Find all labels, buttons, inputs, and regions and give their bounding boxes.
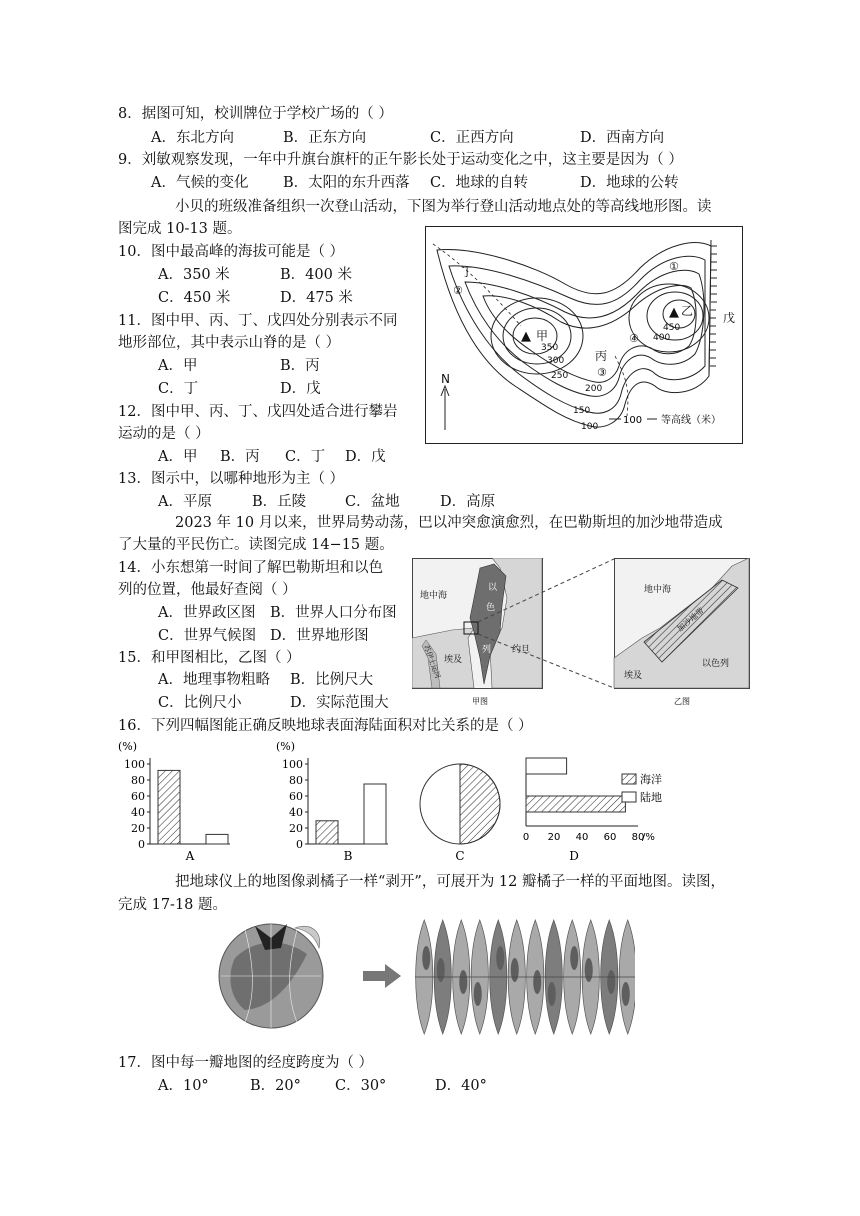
q10-stem: 10．图中最高峰的海拔可能是（ ） — [118, 244, 345, 260]
chart-A-bar-陆地 — [206, 834, 228, 844]
globe-icon — [219, 924, 323, 1028]
q8-option-d: D．西南方向 — [580, 130, 665, 146]
arrow-icon — [363, 964, 401, 988]
yi-egypt-label: 埃及 — [624, 671, 643, 681]
q14-stem-line1: 14．小东想第一时间了解巴勒斯坦和以色 — [118, 560, 383, 576]
jia-label: 甲 — [536, 329, 549, 343]
elev-450: 450 — [663, 323, 681, 333]
yi-gaza-label: 加沙地带 — [675, 606, 706, 634]
chart-A-tick-label: 20 — [131, 822, 145, 835]
q17-option-a: A．10° — [158, 1078, 209, 1094]
chart-D-bar-陆地 — [526, 758, 567, 774]
q10-option-d: D．475 米 — [280, 290, 353, 306]
gore-land-patch — [422, 946, 430, 970]
q8-option-c: C．正西方向 — [430, 130, 514, 146]
north-label: N — [441, 372, 450, 386]
q16-stem: 16．下列四幅图能正确反映地球表面海陆面积对比关系的是（ ） — [118, 718, 533, 734]
q12-stem-line2: 运动的是（ ） — [118, 426, 210, 442]
q15-stem: 15．和甲图相比，乙图（ ） — [118, 650, 301, 666]
jia-suez-label: 苏伊士运河 — [422, 643, 442, 680]
chart-B-tick-label: 20 — [289, 822, 303, 835]
elev-400: 400 — [653, 333, 671, 343]
elev-200: 200 — [585, 384, 603, 394]
chart-A-tick-label: 60 — [131, 790, 145, 803]
elev-300: 300 — [547, 356, 565, 366]
q11-option-d: D．戊 — [280, 381, 321, 397]
chart-B-tick-label: 100 — [282, 758, 303, 771]
wu-label: 戊 — [723, 311, 736, 325]
gore-land-patch — [437, 958, 445, 982]
chart-A-caption: A — [185, 849, 195, 863]
marker-1: ① — [669, 260, 679, 273]
chart-B-bar-海洋 — [316, 821, 338, 844]
elev-250: 250 — [551, 371, 569, 381]
gore-land-patch — [570, 946, 578, 970]
intro-17-18-line2: 完成 17-18 题。 — [118, 897, 228, 913]
jia-israel-label-2: 色 — [486, 603, 496, 613]
q15-option-b: B．比例尺大 — [290, 672, 374, 688]
q12-stem-line1: 12．图中甲、丙、丁、戊四处适合进行攀岩 — [118, 404, 398, 420]
chart-C-slice-海洋 — [460, 764, 500, 844]
q17-stem: 17．图中每一瓣地图的经度跨度为（ ） — [118, 1055, 374, 1071]
caption-jia: 甲图 — [472, 697, 488, 706]
legend-text: 等高线（米） — [661, 415, 721, 426]
q15-option-d: D．实际范围大 — [290, 695, 389, 711]
gore-land-patch — [459, 970, 467, 994]
chart-B-tick-label: 0 — [296, 838, 303, 851]
q11-option-b: B．丙 — [280, 358, 320, 374]
chart-B-tick-label: 40 — [289, 806, 303, 819]
q8-option-b: B．正东方向 — [283, 130, 367, 146]
q10-option-a: A．350 米 — [158, 267, 230, 283]
chart-D-tick-label: 40 — [575, 832, 589, 843]
gore-land-patch — [607, 970, 615, 994]
gore-land-patch — [585, 958, 593, 982]
gore-land-patch — [533, 970, 541, 994]
peak-jia-icon: ▲ — [521, 329, 531, 344]
q9-option-c: C．地球的自转 — [430, 175, 529, 191]
gore-land-patch — [511, 958, 519, 982]
q11-option-c: C．丁 — [158, 381, 199, 397]
q12-option-a: A．甲 — [158, 449, 198, 465]
chart-A-tick-label: 40 — [131, 806, 145, 819]
gore-map — [415, 920, 635, 1034]
yi-israel-label: 以色列 — [702, 659, 730, 669]
intro-10-13-line1: 小贝的班级准备组织一次登山活动，下图为举行登山活动地点处的等高线地形图。读 — [175, 199, 712, 215]
caption-yi: 乙图 — [674, 697, 690, 706]
legend-value: 100 — [623, 415, 643, 426]
contour-map — [425, 226, 743, 444]
chart-D-legend-land: 陆地 — [640, 791, 662, 804]
intro-17-18-line1: 把地球仪上的地图像剥橘子一样“剥开”，可展开为 12 瓣橘子一样的平面地图。读图， — [175, 874, 725, 890]
chart-B-bar-陆地 — [364, 784, 386, 844]
jia-sea-label: 地中海 — [420, 591, 448, 601]
chart-D-tick-label: 80 — [631, 832, 645, 843]
chart-A-tick-label: 80 — [131, 774, 145, 787]
bing-label: 丙 — [595, 349, 608, 363]
chart-D-caption: D — [569, 849, 579, 863]
q8-option-a: A．东北方向 — [151, 130, 234, 146]
q11-stem-line1: 11．图中甲、丙、丁、戊四处分别表示不同 — [118, 313, 398, 329]
q13-stem: 13．图示中，以哪种地形为主（ ） — [118, 471, 345, 487]
intro-10-13-line2: 图完成 10-13 题。 — [118, 221, 242, 237]
marker-2: ② — [453, 284, 463, 297]
chart-A-bar-海洋 — [158, 770, 180, 844]
map-jia — [412, 558, 543, 689]
q11-option-a: A．甲 — [158, 358, 198, 374]
jia-egypt-label: 埃及 — [444, 655, 463, 665]
chart-D-tick-label: 20 — [547, 832, 561, 843]
q14-option-a: A．世界政区图 — [158, 605, 256, 621]
marker-3: ③ — [597, 366, 607, 379]
chart-D-x-unit: /% — [642, 832, 655, 843]
palestine-maps — [412, 558, 750, 708]
peak-yi-icon: ▲ — [669, 305, 679, 320]
jia-israel-label-3: 列 — [482, 645, 492, 655]
q10-option-b: B．400 米 — [280, 267, 352, 283]
q14-option-c: C．世界气候图 — [158, 628, 257, 644]
chart-B-tick-label: 60 — [289, 790, 303, 803]
chart-A-tick-label: 100 — [124, 758, 145, 771]
chart-A-tick-label: 0 — [138, 838, 145, 851]
chart-B-caption: B — [343, 849, 353, 863]
q12-option-c: C．丁 — [285, 449, 326, 465]
q15-option-a: A．地理事物粗略 — [158, 672, 270, 688]
q12-option-d: D．戊 — [345, 449, 386, 465]
jia-israel-label-1: 以 — [488, 583, 498, 593]
jia-jordan-label: 约旦 — [512, 645, 531, 655]
elev-150: 150 — [573, 406, 591, 416]
chart-D-legend-ocean: 海洋 — [640, 773, 662, 786]
gore-land-patch — [496, 946, 504, 970]
marker-4: ④ — [629, 332, 639, 345]
q13-option-b: B．丘陵 — [252, 494, 307, 510]
q9-option-b: B．太阳的东升西落 — [283, 175, 410, 191]
q13-option-d: D．高原 — [440, 494, 496, 510]
globe-peel-figure — [215, 918, 635, 1038]
chart-B-tick-label: 80 — [289, 774, 303, 787]
yi-label: 乙 — [681, 304, 694, 318]
q11-stem-line2: 地形部位，其中表示山脊的是（ ） — [118, 335, 341, 351]
chart-D-legend-swatch-land — [622, 792, 636, 802]
q8-stem: 8．据图可知，校训牌位于学校广场的（ ） — [118, 106, 393, 122]
intro-14-15-line1: 2023 年 10 月以来，世界局势动荡，巴以冲突愈演愈烈，在巴勒斯坦的加沙地带造成 — [175, 515, 723, 531]
q10-option-c: C．450 米 — [158, 290, 231, 306]
chart-B-ylabel: (%) — [276, 740, 296, 753]
chart-D-bar-海洋 — [526, 796, 625, 812]
gore-land-patch — [474, 982, 482, 1006]
q9-option-a: A．气候的变化 — [151, 175, 249, 191]
q9-option-d: D．地球的公转 — [580, 175, 679, 191]
q17-option-c: C．30° — [335, 1078, 387, 1094]
q13-option-a: A．平原 — [158, 494, 212, 510]
q12-option-b: B．丙 — [220, 449, 260, 465]
q17-option-d: D．40° — [435, 1078, 487, 1094]
q13-option-c: C．盆地 — [345, 494, 400, 510]
elev-350: 350 — [541, 343, 559, 353]
q14-option-d: D．世界地形图 — [270, 628, 369, 644]
q16-charts — [118, 740, 678, 864]
ding-label: 丁 — [461, 265, 474, 279]
elev-100: 100 — [581, 422, 599, 432]
q15-option-c: C．比例尺小 — [158, 695, 242, 711]
q14-option-b: B．世界人口分布图 — [270, 605, 397, 621]
map-yi — [614, 558, 750, 689]
chart-C-caption: C — [455, 849, 465, 863]
gore-land-patch — [548, 982, 556, 1006]
chart-D-tick-label: 0 — [522, 832, 530, 843]
chart-D-legend-swatch-ocean — [622, 774, 636, 784]
yi-sea-label: 地中海 — [644, 585, 672, 595]
q9-stem: 9．刘敏观察发现，一年中升旗台旗杆的正午影长处于运动变化之中，这主要是因为（ ） — [118, 152, 683, 168]
gore-land-patch — [622, 982, 630, 1006]
q14-stem-line2: 列的位置，他最好查阅（ ） — [118, 582, 297, 598]
q17-option-b: B．20° — [250, 1078, 301, 1094]
chart-D-tick-label: 60 — [603, 832, 617, 843]
chart-A-ylabel: (%) — [118, 740, 138, 753]
intro-14-15-line2: 了大量的平民伤亡。读图完成 14−15 题。 — [118, 537, 394, 553]
